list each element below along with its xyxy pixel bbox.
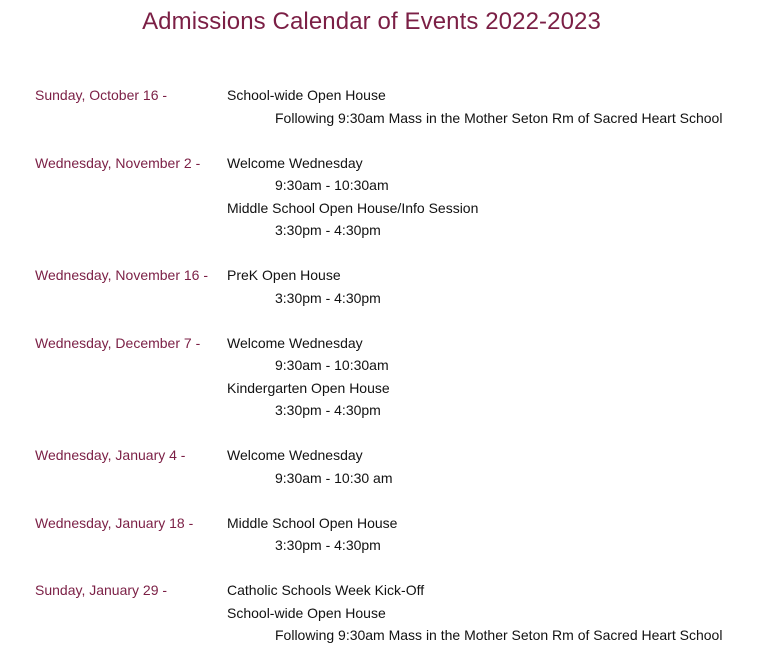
event-detail: 9:30am - 10:30 am <box>275 469 393 486</box>
event-spacer <box>0 242 763 265</box>
event-detail: 9:30am - 10:30am <box>275 177 389 193</box>
event-date: Sunday, October 16 - <box>35 87 168 103</box>
event-name: Welcome Wednesday <box>227 154 363 171</box>
event-date: Wednesday, November 16 - <box>35 267 209 283</box>
event-detail: 9:30am - 10:30am <box>275 357 389 373</box>
event-entry <box>0 512 763 557</box>
event-name: PreK Open House <box>227 267 341 283</box>
event-entry <box>0 264 763 309</box>
event-spacer <box>0 557 763 580</box>
event-date: Wednesday, January 18 - <box>35 514 194 531</box>
event-detail: 3:30pm - 4:30pm <box>275 289 381 306</box>
event-name: Kindergarten Open House <box>227 379 390 396</box>
event-name: Catholic Schools Week Kick-Off <box>227 582 425 598</box>
event-entry <box>0 84 763 129</box>
event-date: Wednesday, November 2 - <box>35 154 201 171</box>
event-entry <box>0 332 763 422</box>
event-name: School-wide Open House <box>227 604 386 621</box>
event-spacer <box>0 422 763 445</box>
event-detail: Following 9:30am Mass in the Mother Seton Rm of Sacred Heart School <box>275 627 723 643</box>
event-entry <box>0 152 763 242</box>
event-spacer <box>0 489 763 512</box>
events-list <box>0 84 763 647</box>
event-detail: Following 9:30am Mass in the Mother Seton Rm of Sacred Heart School <box>275 109 723 126</box>
event-name: Welcome Wednesday <box>227 447 363 463</box>
event-detail: 3:30pm - 4:30pm <box>275 402 381 418</box>
event-spacer <box>0 129 763 152</box>
event-name: Middle School Open House/Info Session <box>227 199 479 216</box>
page-title: Admissions Calendar of Events 2022-2023 <box>142 8 601 35</box>
event-date: Sunday, January 29 - <box>35 582 168 598</box>
event-spacer <box>0 309 763 332</box>
event-entry <box>0 579 763 647</box>
event-name: Middle School Open House <box>227 514 398 531</box>
event-name: School-wide Open House <box>227 87 386 103</box>
event-name: Welcome Wednesday <box>227 334 363 351</box>
event-detail: 3:30pm - 4:30pm <box>275 222 381 238</box>
event-date: Wednesday, December 7 - <box>35 334 201 351</box>
event-detail: 3:30pm - 4:30pm <box>275 537 381 553</box>
event-date: Wednesday, January 4 - <box>35 447 186 463</box>
event-entry <box>0 444 763 489</box>
